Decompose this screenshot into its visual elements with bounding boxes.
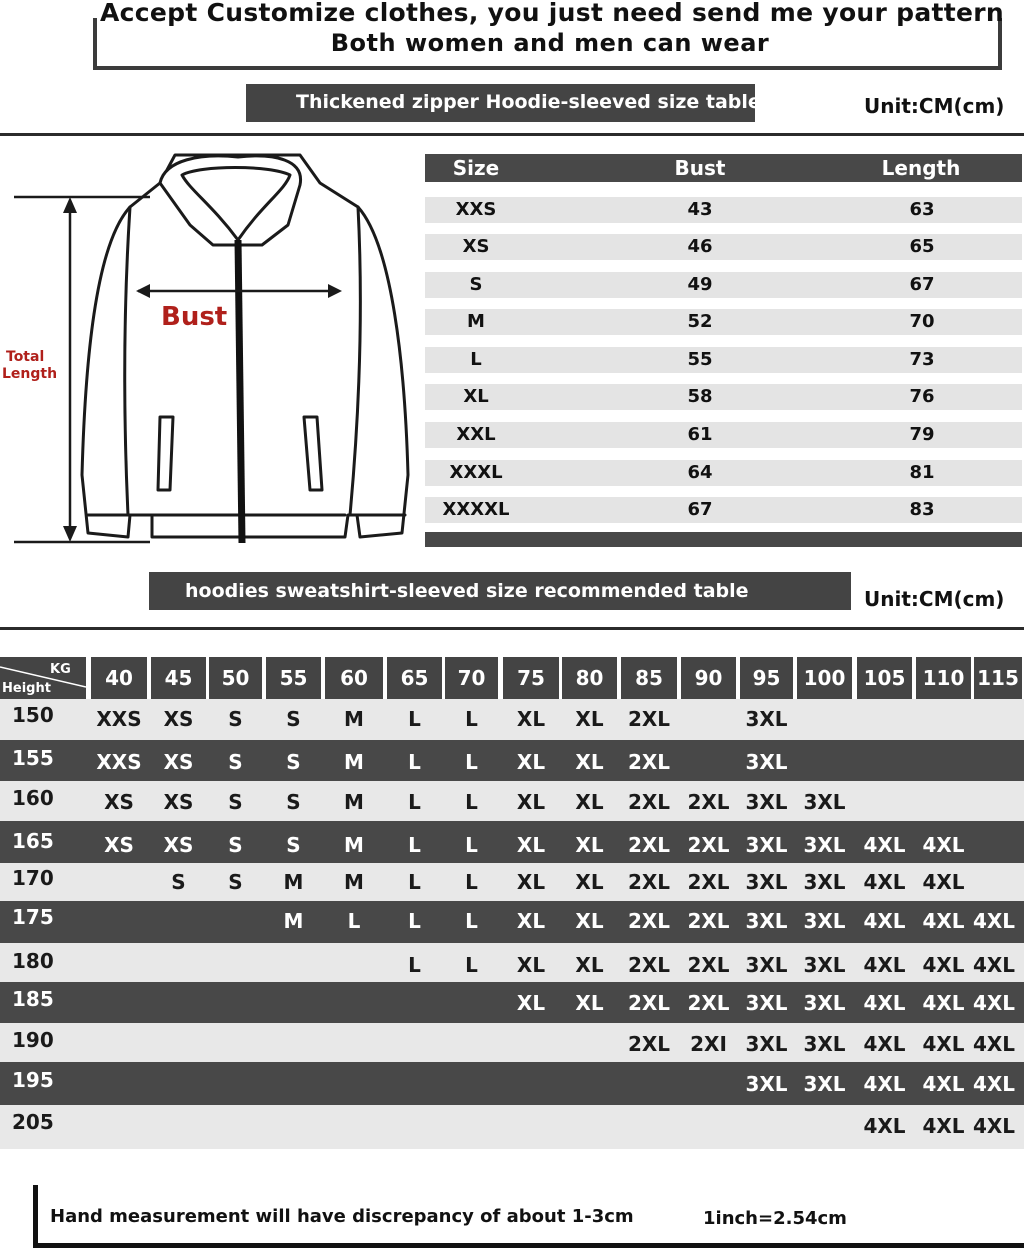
size-recommendation-cell: XL [575, 790, 604, 814]
height-cell: 195 [12, 1068, 54, 1092]
height-row [0, 1105, 1024, 1149]
size-recommendation-cell: S [171, 870, 186, 894]
size-recommendation-cell: 4XL [922, 1072, 965, 1096]
length-cell: 73 [909, 349, 935, 370]
size-recommendation-cell: 4XL [922, 833, 965, 857]
size-recommendation-cell: L [465, 909, 478, 933]
weight-header-cell: 110 [916, 657, 971, 699]
size-recommendation-cell: 3XL [803, 1072, 846, 1096]
section2-divider [0, 627, 1024, 630]
size-row [425, 497, 1022, 523]
size-cell: S [469, 274, 483, 295]
size-recommendation-cell: 4XL [863, 953, 906, 977]
bust-cell: 64 [687, 462, 713, 483]
size-recommendation-cell: 2XL [687, 953, 730, 977]
weight-header-cell: 105 [857, 657, 912, 699]
height-row [0, 699, 1024, 740]
weight-header-cell: 85 [621, 657, 677, 699]
size-recommendation-cell: 2XL [687, 833, 730, 857]
size-recommendation-cell: XS [104, 833, 134, 857]
size-recommendation-cell: 2XL [627, 790, 671, 814]
size-recommendation-cell: 4XL [972, 953, 1016, 977]
size-recommendation-cell: 3XL [803, 991, 846, 1015]
size-recommendation-cell: XL [575, 750, 604, 774]
size-recommendation-cell: XL [516, 909, 546, 933]
size-recommendation-cell: 4XL [972, 909, 1016, 933]
weight-header-cell: 100 [797, 657, 852, 699]
bust-label: Bust [161, 302, 228, 332]
size-recommendation-cell: M [344, 833, 364, 857]
size-header: Size [452, 156, 500, 180]
size-recommendation-cell: S [228, 707, 243, 731]
total-length-label-2: Length [2, 366, 58, 382]
size-recommendation-cell: 2XL [627, 750, 671, 774]
size-recommendation-cell: M [344, 707, 364, 731]
size-recommendation-cell: XS [163, 707, 194, 731]
height-cell: 205 [12, 1110, 54, 1134]
size-row [425, 422, 1022, 448]
size-cell: XXXXL [442, 499, 510, 520]
size-recommendation-cell: 3XL [745, 750, 788, 774]
size-recommendation-cell: 3XL [745, 833, 788, 857]
size-row [425, 309, 1022, 335]
height-cell: 185 [12, 987, 54, 1011]
footer-note: Hand measurement will have discrepancy of about 1-3cm [50, 1206, 634, 1227]
weight-header-cell: 115 [974, 657, 1022, 699]
size-cell: M [467, 311, 485, 332]
size-recommendation-cell: S [228, 833, 243, 857]
size-recommendation-cell: 2XL [687, 870, 730, 894]
size-recommendation-cell: 2XL [687, 991, 730, 1015]
size-recommendation-cell: L [408, 750, 421, 774]
size-recommendation-cell: 4XL [863, 991, 906, 1015]
length-cell: 65 [909, 236, 935, 257]
header-line-1: Accept Customize clothes, you just need send me your pattern [100, 0, 1004, 27]
size-recommendation-cell: L [408, 909, 421, 933]
size-recommendation-cell: 4XL [972, 991, 1016, 1015]
length-cell: 79 [909, 424, 935, 445]
size-recommendation-cell: 2XL [627, 833, 671, 857]
length-cell: 81 [909, 462, 935, 483]
size-recommendation-cell: 3XL [745, 870, 788, 894]
size-recommendation-cell: L [465, 790, 478, 814]
size-cell: XXS [455, 199, 497, 220]
size-recommendation-cell: 4XL [972, 1032, 1016, 1056]
size-cell: XS [462, 236, 490, 257]
corner-height-label: Height [2, 681, 51, 696]
size-recommendation-cell: S [228, 870, 243, 894]
size-recommendation-cell: 3XL [803, 790, 846, 814]
size-recommendation-cell: S [228, 790, 243, 814]
size-recommendation-cell: XL [516, 750, 546, 774]
size-recommendation-cell: S [286, 707, 301, 731]
section1-unit: Unit:CM(cm) [864, 94, 1005, 118]
size-recommendation-cell: XL [516, 953, 546, 977]
size-recommendation-cell: XL [575, 833, 604, 857]
size-recommendation-cell: S [286, 790, 301, 814]
height-row [0, 863, 1024, 901]
size-recommendation-cell: 3XL [803, 1032, 846, 1056]
weight-header-cell: 90 [681, 657, 736, 699]
size-cell: XL [463, 386, 489, 407]
bust-cell: 55 [687, 349, 713, 370]
size-recommendation-cell: M [344, 790, 364, 814]
section1-title: Thickened zipper Hoodie-sleeved size table [296, 91, 761, 113]
section2-title-bar [149, 572, 851, 610]
size-row [425, 197, 1022, 223]
height-cell: 150 [12, 703, 54, 727]
size-cell: L [470, 349, 482, 370]
size-recommendation-cell: 4XL [972, 1114, 1016, 1138]
size-recommendation-cell: 2XL [627, 991, 671, 1015]
size-recommendation-cell: 4XL [922, 1114, 965, 1138]
size-recommendation-cell: M [283, 870, 304, 894]
weight-header-cell: 65 [387, 657, 442, 699]
weight-header-cell: 70 [445, 657, 498, 699]
height-row [0, 1023, 1024, 1062]
weight-header-cell: 55 [266, 657, 321, 699]
weight-header-cell: 50 [209, 657, 262, 699]
size-recommendation-cell: XS [163, 790, 194, 814]
size-recommendation-cell: L [465, 707, 478, 731]
bust-cell: 61 [687, 424, 713, 445]
size-recommendation-cell: 4XL [863, 833, 906, 857]
size-table-header [425, 154, 1022, 182]
height-cell: 170 [12, 866, 54, 890]
size-row [425, 347, 1022, 373]
height-row [0, 982, 1024, 1023]
size-recommendation-cell: L [408, 833, 421, 857]
weight-header-cell: 95 [740, 657, 793, 699]
size-cell: XXL [456, 424, 496, 445]
height-cell: 175 [12, 905, 54, 929]
bust-header: Bust [674, 156, 726, 180]
size-recommendation-cell: 4XL [922, 953, 965, 977]
length-cell: 63 [909, 199, 935, 220]
height-row [0, 943, 1024, 982]
length-header: Length [881, 156, 961, 180]
size-recommendation-cell: 4XL [922, 991, 965, 1015]
length-cell: 70 [909, 311, 935, 332]
size-recommendation-cell: M [344, 750, 364, 774]
size-row [425, 234, 1022, 260]
size-row [425, 384, 1022, 410]
size-recommendation-cell: 3XL [803, 909, 846, 933]
size-recommendation-cell: 3XL [745, 909, 788, 933]
bust-cell: 58 [687, 386, 713, 407]
bust-cell: 52 [687, 311, 713, 332]
size-recommendation-cell: 3XL [745, 1032, 788, 1056]
corner-header [0, 657, 86, 699]
weight-header-cell: 40 [91, 657, 147, 699]
size-recommendation-cell: XXS [96, 707, 142, 731]
weight-header-cell: 80 [562, 657, 617, 699]
header-line-2: Both women and men can wear [330, 29, 770, 57]
size-row [425, 460, 1022, 486]
bust-cell: 49 [687, 274, 713, 295]
size-recommendation-cell: XS [163, 750, 194, 774]
weight-header-cell: 45 [151, 657, 206, 699]
size-recommendation-cell: L [408, 790, 421, 814]
height-cell: 165 [12, 829, 54, 853]
size-recommendation-cell: 4XL [922, 870, 965, 894]
size-recommendation-cell: 2XL [627, 1032, 671, 1056]
corner-kg-label: KG [50, 662, 71, 677]
size-recommendation-cell: L [408, 870, 421, 894]
size-recommendation-cell: L [465, 750, 478, 774]
size-recommendation-cell: L [465, 870, 478, 894]
height-cell: 155 [12, 746, 54, 770]
size-recommendation-cell: 3XL [745, 707, 788, 731]
size-recommendation-cell: 4XL [863, 1114, 906, 1138]
size-recommendation-cell: XL [575, 991, 604, 1015]
size-recommendation-cell: L [408, 953, 421, 977]
length-cell: 83 [909, 499, 935, 520]
size-recommendation-cell: 2XL [687, 790, 730, 814]
height-cell: 180 [12, 949, 54, 973]
size-recommendation-cell: 4XL [972, 1072, 1016, 1096]
section2-title: hoodies sweatshirt-sleeved size recommended table [185, 580, 749, 602]
size-table-footer-bar [425, 532, 1022, 547]
height-cell: 160 [12, 786, 54, 810]
size-row [425, 272, 1022, 298]
size-recommendation-cell: S [286, 750, 301, 774]
size-recommendation-cell: 3XL [745, 991, 788, 1015]
size-recommendation-cell: 2XL [627, 870, 671, 894]
size-recommendation-cell: L [465, 953, 478, 977]
total-length-label-1: Total [6, 349, 45, 365]
size-recommendation-cell: XS [163, 833, 194, 857]
size-recommendation-cell: 4XL [863, 1072, 906, 1096]
size-recommendation-cell: M [283, 909, 304, 933]
size-recommendation-cell: 2XL [627, 707, 671, 731]
size-cell: XXXL [449, 462, 503, 483]
height-row [0, 901, 1024, 943]
size-recommendation-cell: 3XL [803, 953, 846, 977]
size-recommendation-cell: XL [516, 870, 546, 894]
size-recommendation-cell: 2XL [627, 953, 671, 977]
size-recommendation-cell: 2XL [627, 909, 671, 933]
size-recommendation-cell: 3XL [803, 870, 846, 894]
size-recommendation-cell: 3XL [745, 790, 788, 814]
height-row [0, 740, 1024, 781]
size-recommendation-cell: XXS [96, 750, 142, 774]
bust-cell: 46 [687, 236, 713, 257]
length-cell: 67 [909, 274, 935, 295]
bust-cell: 67 [687, 499, 713, 520]
size-recommendation-cell: 4XL [863, 870, 906, 894]
weight-header-cell: 75 [503, 657, 559, 699]
size-recommendation-cell: XL [516, 991, 546, 1015]
size-recommendation-cell: 2XI [690, 1032, 727, 1056]
size-recommendation-cell: S [286, 833, 301, 857]
size-recommendation-cell: L [465, 833, 478, 857]
section2-unit: Unit:CM(cm) [864, 587, 1005, 611]
size-recommendation-cell: 2XL [687, 909, 730, 933]
height-cell: 190 [12, 1028, 54, 1052]
weight-header-cell: 60 [325, 657, 383, 699]
size-recommendation-cell: L [408, 707, 421, 731]
section1-title-bar [246, 84, 761, 122]
length-cell: 76 [909, 386, 935, 407]
size-recommendation-cell: XL [516, 833, 546, 857]
size-recommendation-cell: XL [516, 707, 546, 731]
size-recommendation-cell: XS [104, 790, 134, 814]
size-recommendation-cell: M [344, 870, 364, 894]
size-recommendation-cell: 4XL [863, 909, 906, 933]
size-recommendation-cell: XL [575, 953, 604, 977]
size-recommendation-cell: XL [575, 870, 604, 894]
size-recommendation-cell: 4XL [922, 909, 965, 933]
height-row [0, 1062, 1024, 1105]
size-recommendation-cell: XL [575, 707, 604, 731]
size-recommendation-cell: 3XL [745, 953, 788, 977]
size-recommendation-cell: XL [516, 790, 546, 814]
size-recommendation-cell: 4XL [863, 1032, 906, 1056]
size-recommendation-cell: 4XL [922, 1032, 965, 1056]
size-recommendation-cell: L [347, 909, 361, 933]
bust-cell: 43 [687, 199, 713, 220]
hoodie-diagram [0, 145, 420, 555]
size-recommendation-cell: 3XL [745, 1072, 788, 1096]
section1-divider [0, 133, 1024, 136]
size-recommendation-cell: 3XL [803, 833, 846, 857]
height-row [0, 821, 1024, 863]
footer-conversion: 1inch=2.54cm [703, 1208, 847, 1229]
size-recommendation-cell: S [228, 750, 243, 774]
height-row [0, 781, 1024, 821]
size-recommendation-cell: XL [575, 909, 604, 933]
